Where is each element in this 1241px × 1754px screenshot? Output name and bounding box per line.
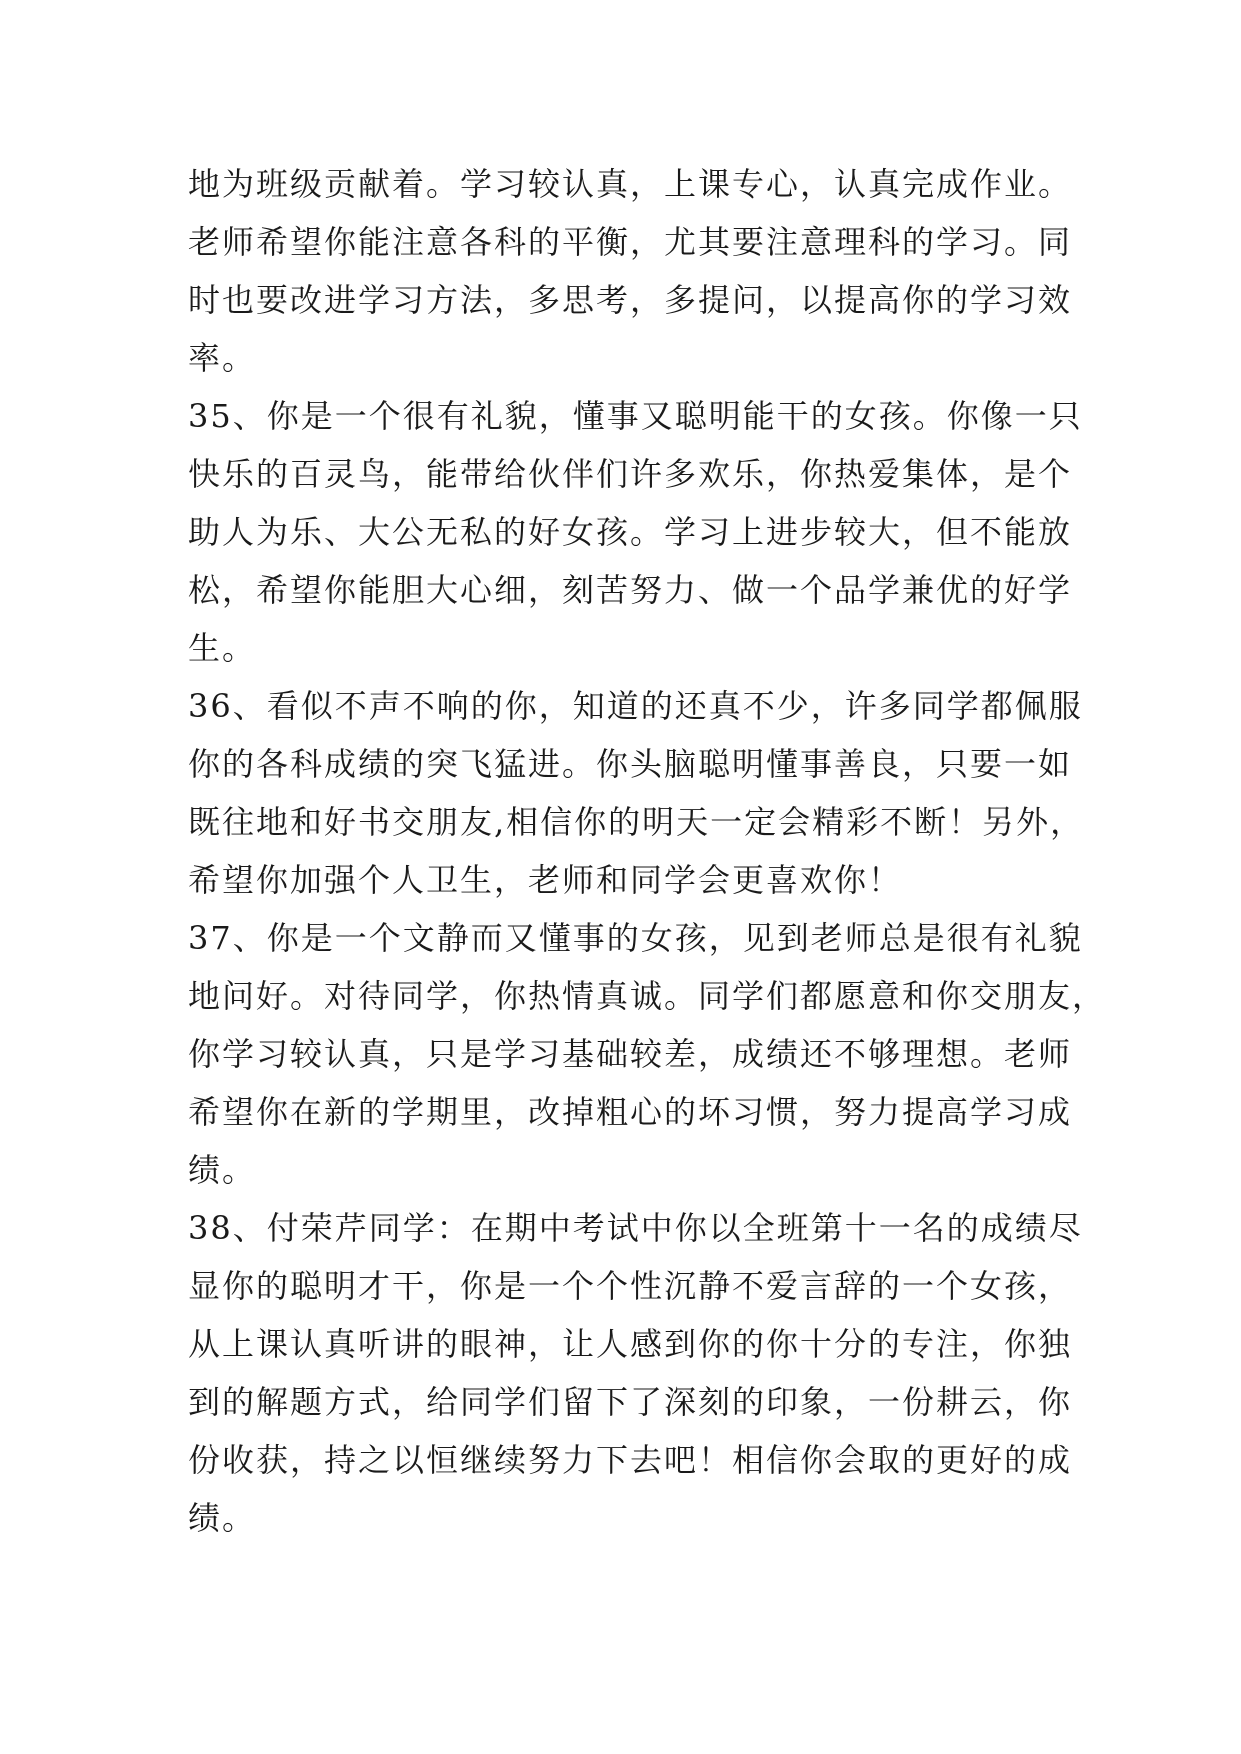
text-line: 地问好。对待同学，你热情真诚。同学们都愿意和你交朋友， (188, 977, 1107, 1015)
text-line: 松，希望你能胆大心细，刻苦努力、做一个品学兼优的好学 (188, 571, 1073, 609)
text-line: 绩。 (188, 1151, 257, 1189)
text-line: 显你的聪明才干，你是一个个性沉静不爱言辞的一个女孩， (188, 1267, 1073, 1305)
text-line: 时也要改进学习方法，多思考，多提问，以提高你的学习效 (188, 281, 1073, 319)
text-line: 率。 (188, 339, 257, 377)
document-body (188, 155, 1107, 1547)
text-line: 从上课认真听讲的眼神，让人感到你的你十分的专注，你独 (188, 1325, 1073, 1363)
text-line: 助人为乐、大公无私的好女孩。学习上进步较大，但不能放 (188, 513, 1073, 551)
text-line: 地为班级贡献着。学习较认真，上课专心，认真完成作业。 (188, 165, 1073, 203)
text-line: 份收获，持之以恒继续努力下去吧！相信你会取的更好的成 (188, 1441, 1073, 1479)
text-line: 你学习较认真，只是学习基础较差，成绩还不够理想。老师 (188, 1035, 1073, 1073)
text-line: 36、看似不声不响的你，知道的还真不少，许多同学都佩服 (188, 687, 1083, 725)
text-line: 快乐的百灵鸟，能带给伙伴们许多欢乐，你热爱集体，是个 (188, 455, 1073, 493)
text-line: 37、你是一个文静而又懂事的女孩，见到老师总是很有礼貌 (188, 919, 1083, 957)
text-line: 绩。 (188, 1499, 257, 1537)
text-line: 35、你是一个很有礼貌，懂事又聪明能干的女孩。你像一只 (188, 397, 1083, 435)
text-line: 老师希望你能注意各科的平衡，尤其要注意理科的学习。同 (188, 223, 1073, 261)
text-line: 既往地和好书交朋友,相信你的明天一定会精彩不断！另外， (188, 803, 1085, 841)
text-line: 生。 (188, 629, 257, 667)
text-line: 希望你加强个人卫生，老师和同学会更喜欢你！ (188, 861, 903, 899)
text-line: 到的解题方式，给同学们留下了深刻的印象，一份耕云，你 (188, 1383, 1073, 1421)
text-line: 你的各科成绩的突飞猛进。你头脑聪明懂事善良，只要一如 (188, 745, 1073, 783)
text-line: 38、付荣芹同学：在期中考试中你以全班第十一名的成绩尽 (188, 1209, 1083, 1247)
text-line: 希望你在新的学期里，改掉粗心的坏习惯，努力提高学习成 (188, 1093, 1073, 1131)
